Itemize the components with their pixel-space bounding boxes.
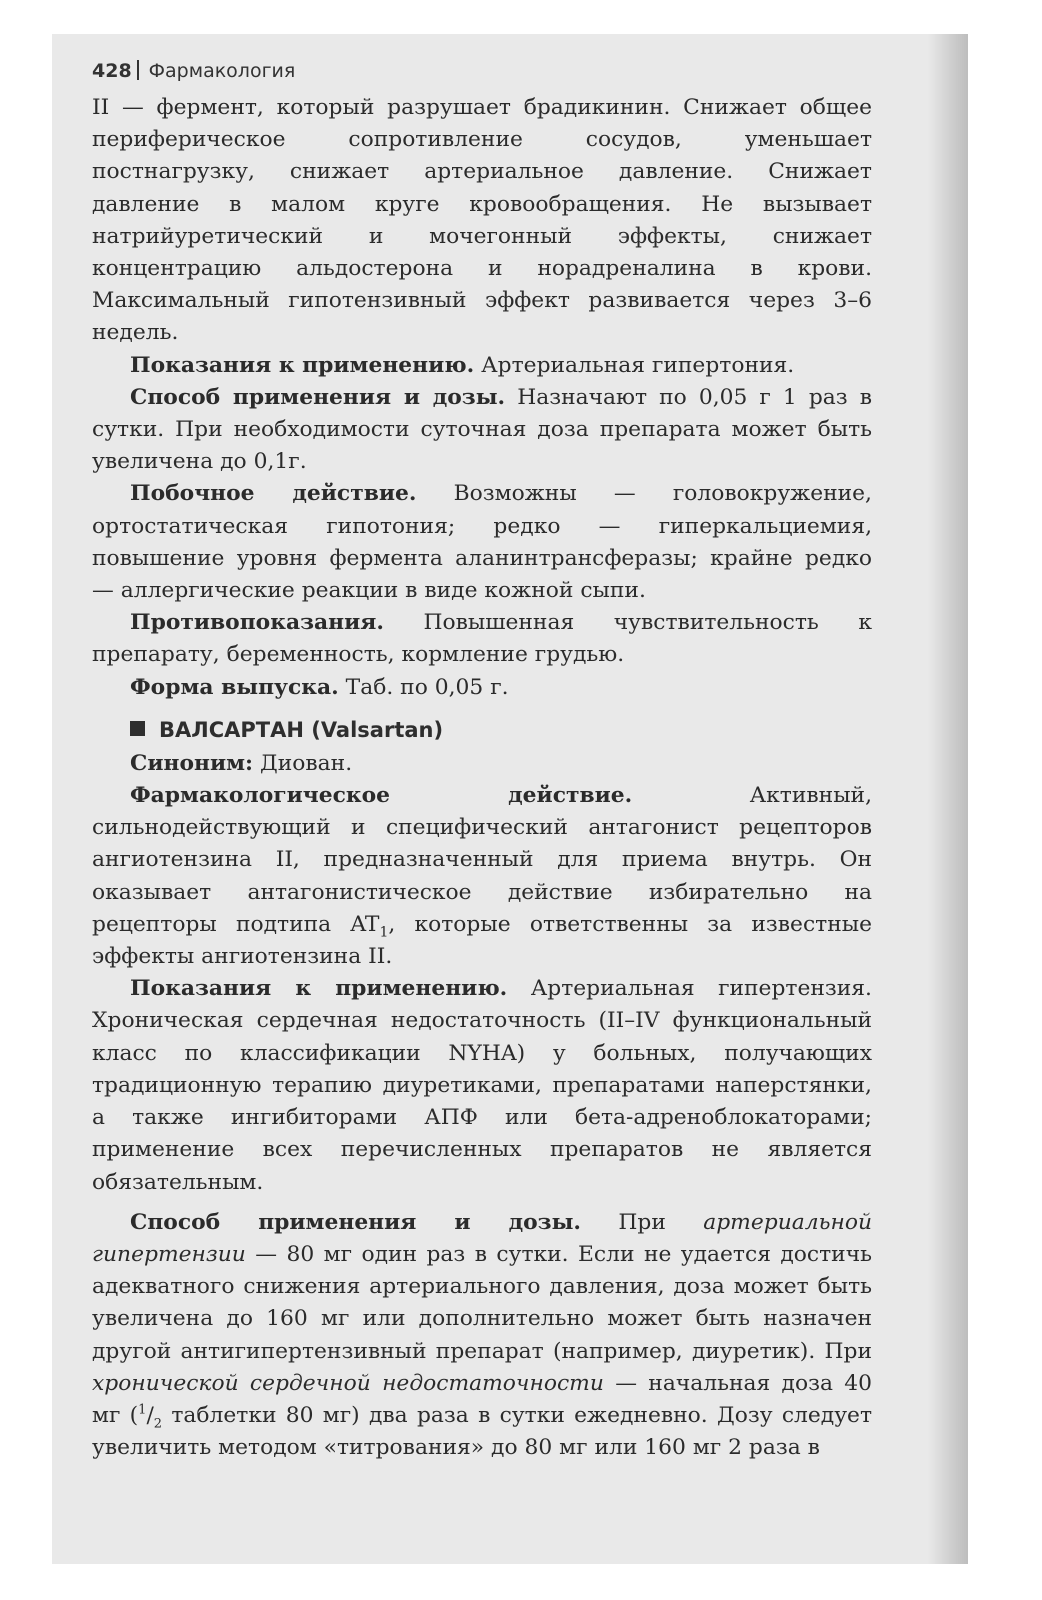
dosage-text: Назначают по 0,05 г 1 раз в сутки. При необходимости суточная доза препарата может быть увеличена до 0,1г.: [92, 384, 872, 475]
dosage-paragraph-2: [92, 1207, 872, 1465]
receptor-subscript: 1: [379, 924, 389, 941]
indications-text: Артериальная гипертония.: [474, 352, 795, 378]
synonym-paragraph: [92, 748, 872, 780]
fraction-denominator: 2: [153, 1416, 163, 1432]
side-effects-text: Возможны — головокружение, ортостатическая гипотония; редко — гиперкальциемия, повышение уровня фермента аланинтрансферазы; крайне редко — аллергические реакции в виде кожной сыпи.: [92, 481, 872, 604]
pharm-action-term: Фармакологическое действие.: [130, 783, 633, 809]
indications-text-2: Артериальная гипертензия. Хроническая сердечная недостаточность (II–IV функциональный класс по классификации NYHA) у больных, получающих традиционную терапию диуретиками, препаратами наперстянки, а также ингибиторами АПФ или бета-адреноблокаторами; применение всех перечисленных препаратов не является обязательным.: [92, 976, 872, 1195]
paragraph-gap: [92, 1199, 872, 1207]
drug-heading-text: ВАЛСАРТАН (Valsartan): [159, 717, 444, 742]
page-edge-shadow: [928, 34, 968, 1564]
contraindications-paragraph: [92, 607, 872, 671]
fraction-numerator: 1: [138, 1402, 147, 1418]
dosage-term-2: Способ применения и дозы.: [130, 1209, 582, 1235]
side-effects-term: Побочное действие.: [130, 481, 417, 507]
dosage-italic-hypertension: артериальной гипертензии: [92, 1209, 872, 1267]
dosage-text-2a: При: [581, 1209, 704, 1235]
side-effects-paragraph: [92, 478, 872, 607]
indications-term-2: Показания к применению.: [130, 976, 508, 1002]
running-header: [92, 58, 872, 84]
dosage-text-2c: — начальная доза 40 мг (: [92, 1370, 872, 1428]
form-text: Таб. по 0,05 г.: [338, 674, 509, 700]
pharm-action-text-a: Активный, сильнодействующий и специфический антагонист рецепторов ангиотензина II, предназначенный для приема внутрь. Он оказывает антагонистическое действие избирательно на рецепторы подтипа AT: [92, 783, 872, 937]
dosage-paragraph: [92, 382, 872, 479]
header-divider: [137, 60, 139, 80]
synonym-term: Синоним:: [130, 750, 254, 776]
synonym-text: Диован.: [253, 750, 353, 776]
form-term: Форма выпуска.: [130, 674, 339, 700]
square-bullet-icon: [130, 721, 145, 736]
paragraph-continuation: II — фермент, который разрушает брадикинин. Снижает общее периферическое сопротивление сосудов, уменьшает постнагрузку, снижает артериальное давление. Снижает давление в малом круге кровообращения. Не вызывает натрийуретический и мочегонный эффекты, снижает концентрацию альдостерона и норадреналина в крови. Максимальный гипотензивный эффект развивается через 3–6 недель.: [92, 95, 872, 346]
indications-paragraph: [92, 350, 872, 382]
fraction-half: $^1/_2$: [138, 1402, 163, 1432]
dosage-term: Способ применения и дозы.: [130, 384, 506, 410]
indications-paragraph-2: [92, 973, 872, 1198]
contraindications-text: Повышенная чувствительность к препарату, беременность, кормление грудью.: [92, 610, 872, 668]
pharm-action-paragraph: [92, 780, 872, 973]
section-title: Фармакология: [148, 60, 296, 82]
form-paragraph: [92, 672, 872, 704]
dosage-text-2b: — 80 мг один раз в сутки. Если не удается достичь адекватного снижения артериального давления, доза может быть увеличена до 160 мг или дополнительно может быть назначен другой антигипертензивный препарат (например, диуретик). При: [92, 1241, 872, 1364]
pharm-action-text-b: , которые ответственны за известные эффекты ангиотензина II.: [92, 911, 872, 970]
indications-term: Показания к применению.: [130, 352, 475, 378]
dosage-italic-heart-failure: хронической сердечной недостаточности: [92, 1370, 604, 1396]
contraindications-term: Противопоказания.: [130, 610, 384, 636]
dosage-text-2d: таблетки 80 мг) два раза в сутки ежедневно. Дозу следует увеличить методом «титрования» до 80 мг или 160 мг 2 раза в: [92, 1402, 872, 1461]
page-content: [92, 58, 872, 1464]
page-number: 428: [92, 60, 132, 82]
drug-heading: [130, 714, 872, 746]
